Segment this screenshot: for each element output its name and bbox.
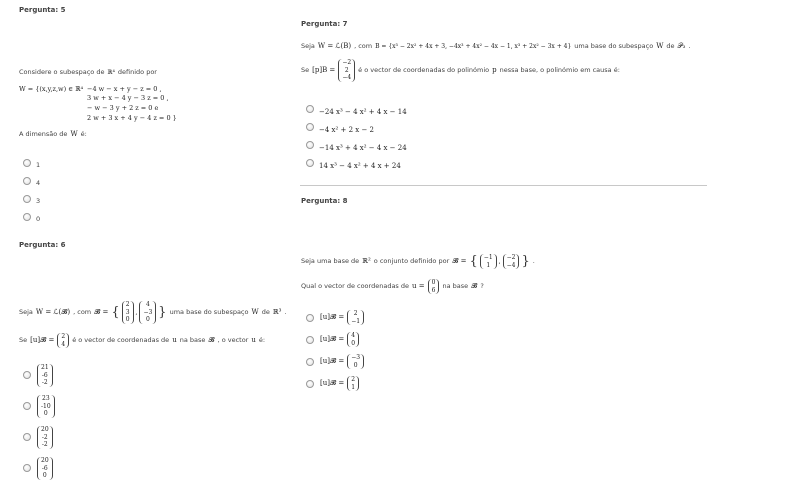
q8-o4-e1: 2 <box>351 376 356 383</box>
q7-option-1-label: −24 x³ − 4 x² + 4 x − 14 <box>319 108 407 116</box>
q6-coord-e2: 4 <box>61 340 66 348</box>
q8-option-1-vector <box>347 310 364 325</box>
q8-line1-a: Seja uma base de <box>301 257 360 265</box>
q7-line2-a: Se <box>301 65 310 74</box>
q8-line2-u: u = <box>412 282 425 290</box>
q8-o3-e2: 0 <box>353 361 358 369</box>
q8-line1-c: . <box>532 257 535 265</box>
q6-line1-a: Seja <box>19 307 33 316</box>
q8-option-4-vector <box>347 376 359 391</box>
q6-line2-u2: u <box>251 336 256 344</box>
q6-o2-e1: 23 <box>42 395 50 402</box>
q6-line1-space: ℝ³ <box>272 307 282 316</box>
q6-line2-d: , o vector <box>217 336 249 344</box>
q8-basis-set <box>470 254 530 269</box>
q8-option-1[interactable] <box>306 310 364 325</box>
q6-v1-e3: 0 <box>125 316 130 323</box>
q8-option-3-vector <box>347 354 364 369</box>
q7-option-4[interactable] <box>306 156 401 170</box>
q6-heading: Pergunta: 6 <box>19 241 66 249</box>
q8-line1-space: ℝ² <box>362 257 371 265</box>
q6-o3-e1: 20 <box>41 426 49 433</box>
q6-radio-2[interactable] <box>23 402 31 410</box>
q8-radio-3[interactable] <box>306 358 314 366</box>
q8-option-2-vector <box>347 332 359 347</box>
q7-heading: Pergunta: 7 <box>301 20 348 28</box>
q8-option-2-label: [u]𝓑 = <box>320 335 345 343</box>
q8-o2-e2: 0 <box>351 339 356 347</box>
q6-o1-e1: 21 <box>41 364 49 371</box>
q6-option-2-vector <box>37 395 55 418</box>
q7-line1-basis: B = {x³ − 2x² + 4x + 3, −4x³ + 4x² − 4x − 1, x³ + 2x² − 3x + 4} <box>375 43 572 50</box>
q5-radio-3[interactable] <box>23 195 31 203</box>
q7-option-4-label: 14 x³ − 4 x² + 4 x + 24 <box>319 162 401 170</box>
q6-line-2 <box>19 333 265 348</box>
section-divider <box>300 185 707 186</box>
q7-coord-e3: −4 <box>342 74 352 81</box>
q5-question-a: A dimensão de <box>19 130 68 138</box>
q6-v2-e3: 0 <box>145 316 150 323</box>
q8-basis-vector-2 <box>503 254 520 269</box>
q8-u-e2: 6 <box>431 286 436 294</box>
q8-line1-b: o conjunto definido por <box>373 257 450 265</box>
q5-eq-3: − w − 3 y + 2 z = 0 e <box>87 104 159 112</box>
q7-line1-e: . <box>688 42 691 50</box>
q8-v1-e1: −1 <box>483 254 493 261</box>
q8-radio-2[interactable] <box>306 336 314 344</box>
q6-line1-basis: 𝓑 = <box>94 307 109 316</box>
q8-heading: Pergunta: 8 <box>301 197 348 205</box>
q7-line-2 <box>301 59 620 82</box>
q8-option-4-label: [u]𝓑 = <box>320 379 345 387</box>
q7-radio-2[interactable] <box>306 123 314 131</box>
q6-coord-vector <box>57 333 69 348</box>
q7-option-2-label: −4 x² + 2 x − 2 <box>319 126 375 134</box>
q6-line2-c: na base <box>179 336 206 344</box>
q7-line1-w: W = ℒ(B) <box>317 42 352 50</box>
q8-line2-a: Qual o vector de coordenadas de <box>301 282 410 290</box>
q5-question-var: W <box>70 130 78 138</box>
q6-line1-d: de <box>261 307 270 316</box>
q6-option-1[interactable] <box>23 364 53 387</box>
q8-u-e1: 0 <box>431 279 436 286</box>
q6-o4-e1: 20 <box>41 457 49 464</box>
q7-option-3[interactable] <box>306 138 407 152</box>
q6-option-1-vector <box>37 364 53 387</box>
q6-v1-e2: 3 <box>125 308 130 316</box>
q6-o2-e2: -10 <box>41 402 51 410</box>
q6-radio-4[interactable] <box>23 464 31 472</box>
q5-set-def: W = {(x,y,z,w) ∈ ℝ⁴ <box>19 85 84 93</box>
q7-line1-space: 𝒫₃ <box>677 42 686 50</box>
q5-option-1[interactable] <box>23 155 40 170</box>
q6-comma: , <box>135 308 138 316</box>
q7-line1-b: , com <box>354 42 373 50</box>
q6-option-4[interactable] <box>23 457 53 480</box>
q5-intro-b: definido por <box>117 68 157 76</box>
q7-line2-c: nessa base, o polinómio em causa é: <box>499 65 620 74</box>
q8-o2-e1: 4 <box>351 332 356 339</box>
q6-o4-e2: -6 <box>41 464 48 472</box>
q8-option-4[interactable] <box>306 376 359 391</box>
q6-line2-a: Se <box>19 336 28 344</box>
q8-option-1-label: [u]𝓑 = <box>320 313 345 321</box>
q7-coord-vector <box>338 59 355 82</box>
q6-basis-vector-1 <box>122 301 134 324</box>
q6-v1-e1: 2 <box>125 301 130 308</box>
q8-o3-e1: −3 <box>351 354 361 361</box>
q8-o1-e2: −1 <box>351 317 361 325</box>
q7-line1-a: Seja <box>301 42 315 50</box>
q6-radio-1[interactable] <box>23 371 31 379</box>
q8-option-3-label: [u]𝓑 = <box>320 357 345 365</box>
q7-line-1 <box>301 42 690 51</box>
q6-line2-b: é o vector de coordenadas de <box>72 336 170 344</box>
q5-question <box>19 130 87 139</box>
q7-line2-p: p <box>492 65 497 74</box>
q8-u-vector <box>428 279 440 294</box>
q8-line-2 <box>301 279 484 294</box>
q5-heading: Pergunta: 5 <box>19 6 66 14</box>
q8-line1-basis: 𝓑 = <box>452 257 467 265</box>
q6-o3-e3: -2 <box>41 441 48 448</box>
q6-line2-e: é: <box>258 336 266 344</box>
q6-basis-set <box>111 301 166 324</box>
q6-o1-e2: -6 <box>41 371 48 379</box>
q7-coord-e2: 2 <box>344 66 349 74</box>
q8-line2-b: na base <box>442 282 469 290</box>
q8-line2-base: 𝓑 <box>471 282 478 290</box>
q7-radio-4[interactable] <box>306 159 314 167</box>
q7-radio-3[interactable] <box>306 141 314 149</box>
q5-eq-1: −4 w − x + y − z = 0 , <box>87 85 162 93</box>
q5-intro-space: ℝ⁴ <box>107 69 115 76</box>
q7-line2-coord: [p]B = <box>312 65 336 74</box>
q7-radio-1[interactable] <box>306 105 314 113</box>
q7-line2-b: é o vector de coordenadas do polinómio <box>358 65 490 74</box>
q8-o1-e1: 2 <box>353 310 358 317</box>
q6-line1-c: uma base do subespaço <box>169 307 249 316</box>
q6-o1-e3: -2 <box>41 379 48 386</box>
q6-radio-3[interactable] <box>23 433 31 441</box>
q5-radio-4[interactable] <box>23 213 31 221</box>
q5-option-2[interactable] <box>23 173 40 188</box>
q7-line1-d: de <box>666 42 675 50</box>
q6-option-3-vector <box>37 426 53 449</box>
q7-option-3-label: −14 x³ + 4 x² − 4 x − 24 <box>319 144 407 152</box>
q8-basis-vector-1 <box>480 254 497 269</box>
q6-o2-e3: 0 <box>43 410 48 417</box>
q6-line2-coord: [u]𝓑 = <box>30 336 55 344</box>
q6-v2-e2: −3 <box>143 308 153 316</box>
q6-brace-open: { <box>111 304 120 320</box>
q5-question-b: é: <box>80 130 87 138</box>
q6-line2-u: u <box>172 336 177 344</box>
q5-eq-4: 2 w + 3 x + 4 y − 4 z = 0 } <box>87 114 177 122</box>
q5-radio-1[interactable] <box>23 159 31 167</box>
q7-coord-e1: −2 <box>342 59 352 66</box>
q6-line1-w: W = ℒ(𝓑) <box>35 307 71 316</box>
q7-line1-var: W <box>656 42 664 50</box>
q8-option-2[interactable] <box>306 332 359 347</box>
q8-brace-open: { <box>469 254 478 269</box>
q5-eq-2: 3 w + x − 4 y − 3 z = 0 , <box>87 94 169 102</box>
q5-option-3-label: 3 <box>36 197 41 205</box>
q5-option-2-label: 4 <box>36 179 41 187</box>
q6-line1-var: W <box>251 307 259 316</box>
q5-option-4-label: 0 <box>36 215 41 223</box>
q7-option-1[interactable] <box>306 102 407 116</box>
q8-option-3[interactable] <box>306 354 364 369</box>
q5-intro <box>19 68 157 77</box>
q6-line1-e: . <box>284 307 287 316</box>
q8-brace-close: } <box>521 254 530 269</box>
q8-comma: , <box>498 258 501 265</box>
q8-radio-1[interactable] <box>306 314 314 322</box>
q6-line2-base: 𝓑 <box>208 336 215 344</box>
q6-basis-vector-2 <box>139 301 156 324</box>
q8-line-1 <box>301 254 535 269</box>
q8-line2-c: ? <box>480 282 484 290</box>
q7-option-2[interactable] <box>306 120 374 134</box>
q6-option-4-vector <box>37 457 53 480</box>
q6-option-3[interactable] <box>23 426 53 449</box>
q6-o4-e3: 0 <box>42 472 47 479</box>
q8-o4-e2: 1 <box>351 383 356 391</box>
q6-v2-e1: 4 <box>145 301 150 308</box>
q8-radio-4[interactable] <box>306 380 314 388</box>
q5-option-3[interactable] <box>23 191 40 206</box>
q5-option-4[interactable] <box>23 209 40 224</box>
q8-v2-e2: −4 <box>506 261 516 269</box>
q6-o3-e2: -2 <box>41 433 48 441</box>
q6-line-1 <box>19 301 287 324</box>
q6-line1-b: , com <box>73 307 92 316</box>
q6-brace-close: } <box>158 304 167 320</box>
q5-intro-a: Considere o subespaço de <box>19 68 105 76</box>
q6-option-2[interactable] <box>23 395 55 418</box>
q8-v1-e2: 1 <box>486 261 491 269</box>
q7-line1-c: uma base do subespaço <box>574 42 654 50</box>
q5-option-1-label: 1 <box>36 161 41 169</box>
q5-radio-2[interactable] <box>23 177 31 185</box>
q6-coord-e1: 2 <box>61 333 66 340</box>
q8-v2-e1: −2 <box>506 254 516 261</box>
